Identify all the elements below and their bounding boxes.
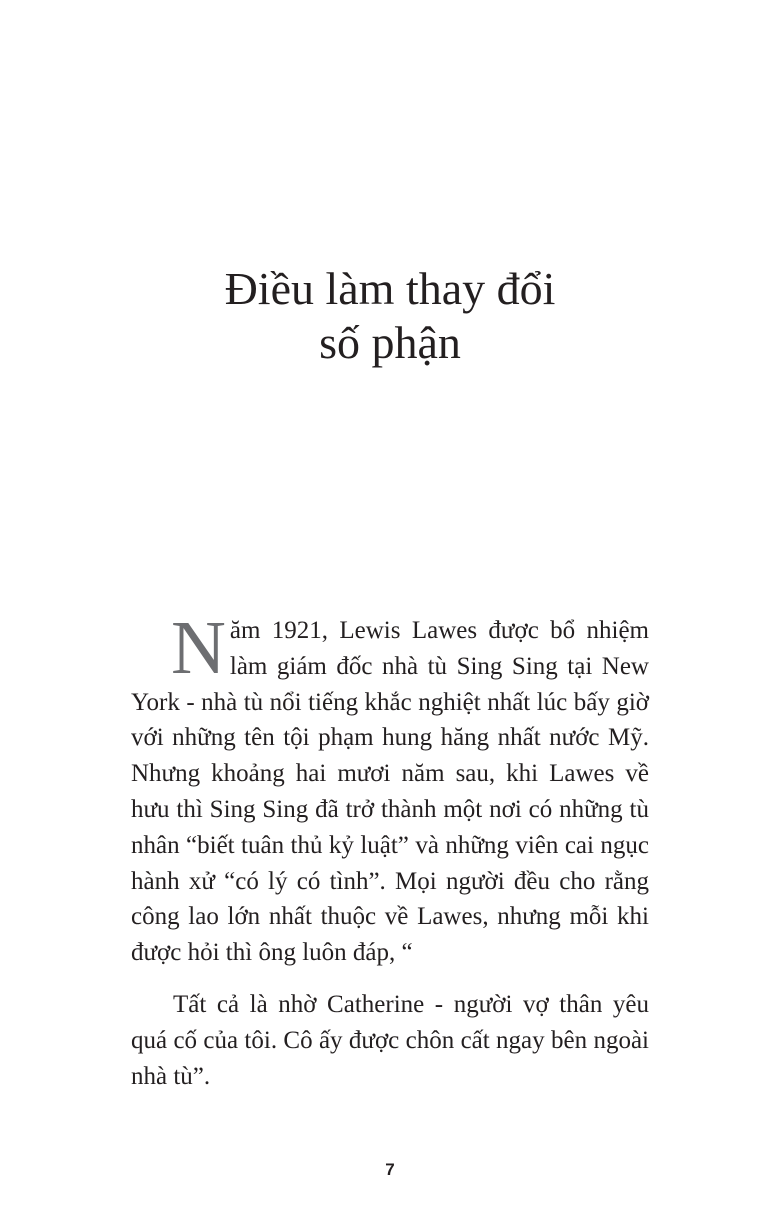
paragraph-1 [131,606,649,971]
drop-cap: N [171,606,226,690]
page-number: 7 [385,1160,395,1179]
chapter-title-line-2: số phận [319,317,461,368]
chapter-title [0,262,780,370]
paragraph-2: Tất cả là nhờ Catherine - người vợ thân yêu quá cố của tôi. Cô ấy được chôn cất ngay bên ngoài nhà tù”. [131,990,649,1090]
paragraph-1-text: ăm 1921, Lewis Lawes được bổ nhiệm làm giám đốc nhà tù Sing Sing tại New York - nhà tù nổi tiếng khắc nghiệt nhất lúc bấy giờ với những tên tội phạm hung hăng nhất nước Mỹ. Nhưng khoảng hai mươi năm sau, khi Lawes về hưu thì Sing Sing đã trở thành một nơi có những tù nhân “biết tuân thủ kỷ luật” và những viên cai ngục hành xử “có lý có tình”. Mọi người đều cho rằng công lao lớn nhất thuộc về Lawes, nhưng mỗi khi được hỏi thì ông luôn đáp, “ [131,617,649,967]
body-text [131,606,649,1094]
chapter-title-line-1: Điều làm thay đổi [224,263,556,314]
